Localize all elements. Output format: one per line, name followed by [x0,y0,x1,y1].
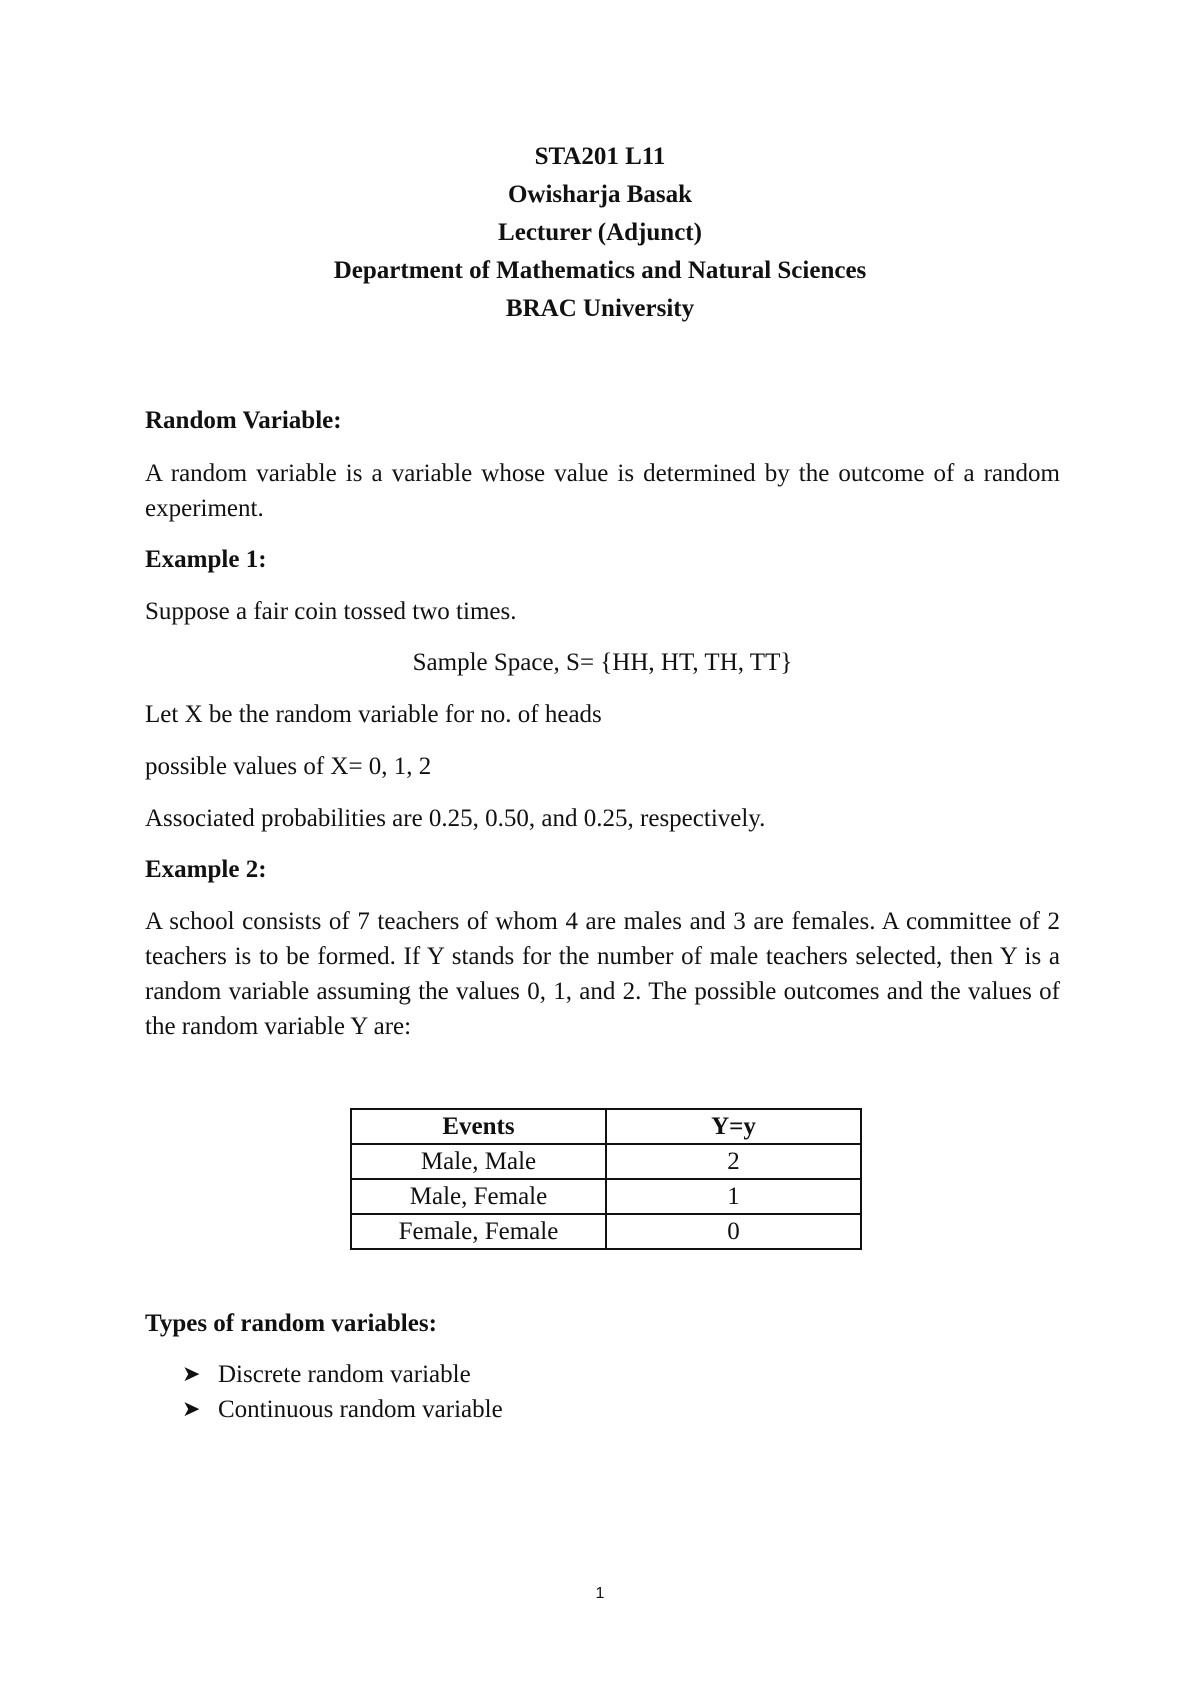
example1-line1: Suppose a fair coin tossed two times. [145,598,517,625]
table-header-row [351,1109,861,1144]
department-name: Department of Mathematics and Natural Sciences [333,257,867,284]
arrowhead-bullet-icon: ➤ [182,1362,201,1387]
table-cell-event: Male, Female [351,1179,606,1214]
example1-line4: Associated probabilities are 0.25, 0.50, and 0.25, respectively. [145,805,766,832]
table-row [351,1144,861,1179]
table-row [351,1214,861,1249]
document-header [0,138,1200,328]
example1-line2: Let X be the random variable for no. of heads [145,701,602,728]
lecturer-name: Owisharja Basak [507,181,693,208]
random-variable-heading: Random Variable: [145,407,342,434]
table-cell-event: Female, Female [351,1214,606,1249]
list-item [182,1357,503,1392]
table-cell-value: 0 [606,1214,861,1249]
random-variable-definition: A random variable is a variable whose value is determined by the outcome of a random experiment. [145,460,1060,522]
arrowhead-bullet-icon: ➤ [182,1397,201,1422]
example1-heading: Example 1: [145,546,267,573]
page-number: 1 [595,1585,605,1602]
types-list [182,1357,503,1427]
table-row [351,1179,861,1214]
example1-line3: possible values of X= 0, 1, 2 [145,753,432,780]
table-header-events: Events [351,1109,606,1144]
list-item-label: Discrete random variable [218,1361,471,1388]
list-item-label: Continuous random variable [218,1396,503,1423]
table-header-value: Y=y [606,1109,861,1144]
types-heading: Types of random variables: [145,1310,437,1337]
table-cell-value: 1 [606,1179,861,1214]
example1-sample-space: Sample Space, S= {HH, HT, TH, TT} [412,649,793,676]
course-code: STA201 L11 [534,143,666,170]
university-name: BRAC University [505,295,695,322]
table-cell-value: 2 [606,1144,861,1179]
list-item [182,1392,503,1427]
example2-heading: Example 2: [145,856,267,883]
example2-paragraph: A school consists of 7 teachers of whom 4 are males and 3 are females. A committee of 2 teachers is to be formed. If Y stands for the number of male teachers selected, then Y is a random variable assuming the values 0, 1, and 2. The possible outcomes and the values of the random variable Y are: [145,908,1060,1040]
lecturer-position: Lecturer (Adjunct) [498,219,702,246]
table-cell-event: Male, Male [351,1144,606,1179]
events-table [350,1108,862,1250]
